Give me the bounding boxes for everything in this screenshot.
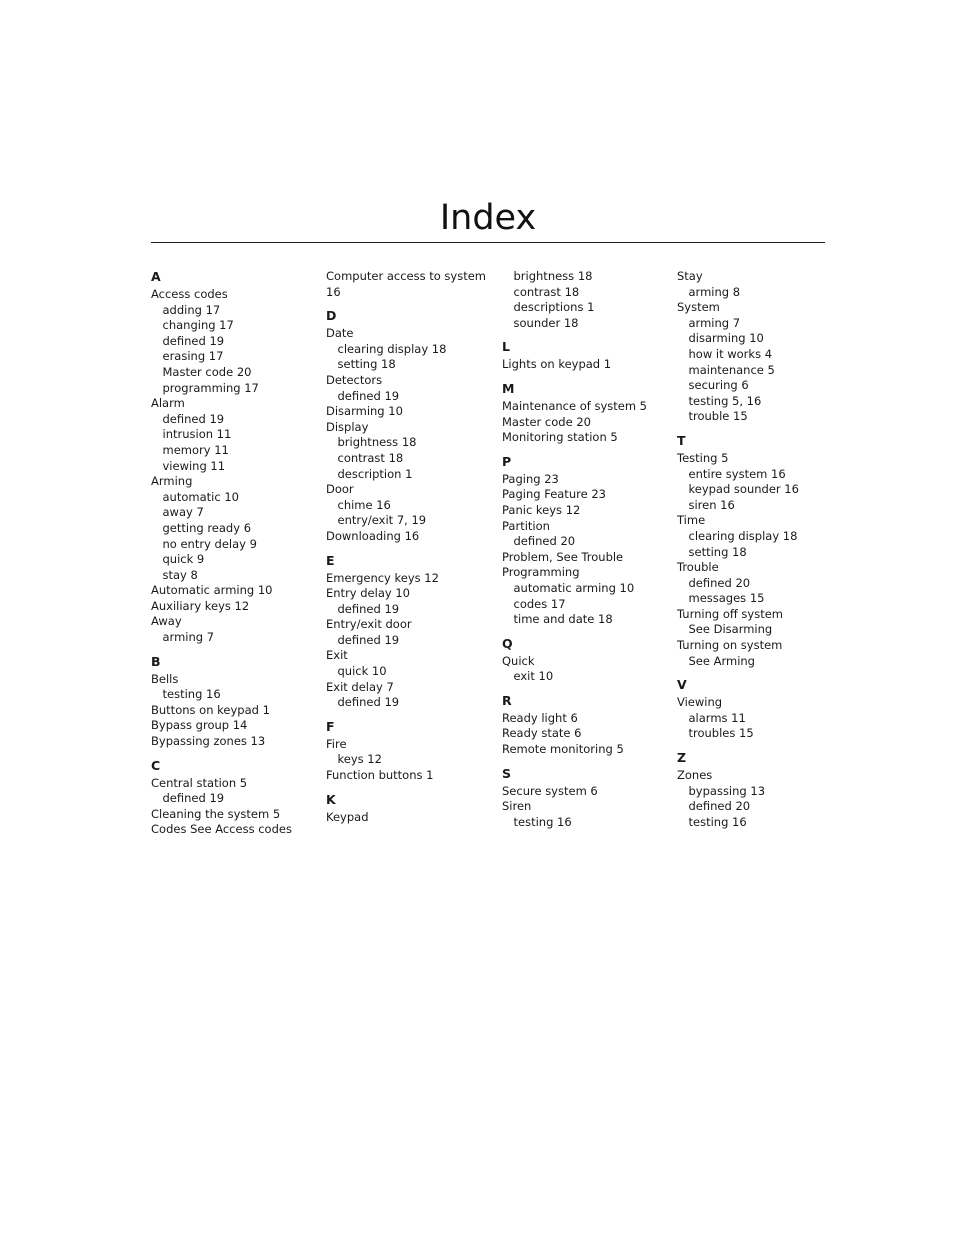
index-entry: Lights on keypad 1 xyxy=(502,357,612,372)
index-group xyxy=(326,719,491,784)
index-entry: Entry delay 10 xyxy=(326,586,410,601)
index-entry: Paging 23 xyxy=(502,471,559,486)
index-subentry: clearing display 18 xyxy=(337,341,447,356)
index-entry: Display xyxy=(326,419,369,434)
index-subentry: descriptions 1 xyxy=(513,300,595,315)
page-title: Index xyxy=(439,198,537,238)
index-group xyxy=(677,750,847,830)
index-entry: Ready state 6 xyxy=(502,726,582,741)
index-subentry: arming 8 xyxy=(688,284,741,299)
index-entry: Central station 5 xyxy=(151,775,248,790)
index-subentry: arming 7 xyxy=(162,630,215,645)
index-entry: Testing 5 xyxy=(677,450,729,465)
index-subentry: chime 16 xyxy=(337,497,391,512)
index-subentry: sounder 18 xyxy=(513,315,579,330)
index-subentry: troubles 15 xyxy=(688,726,754,741)
index-subentry: automatic arming 10 xyxy=(513,580,635,595)
index-subentry: bypassing 13 xyxy=(688,783,766,798)
index-subentry: setting 18 xyxy=(688,544,747,559)
index-subentry: time and date 18 xyxy=(513,612,613,627)
index-column-4 xyxy=(677,269,847,838)
index-subentry: defined 19 xyxy=(162,791,225,806)
index-subentry: quick 10 xyxy=(337,664,387,679)
index-subentry: viewing 11 xyxy=(162,458,226,473)
index-subentry: clearing display 18 xyxy=(688,528,798,543)
index-subentry: contrast 18 xyxy=(513,284,580,299)
index-group xyxy=(502,381,672,446)
index-subentry: defined 19 xyxy=(162,411,225,426)
index-letter-heading: S xyxy=(502,765,512,781)
index-entry: Auxiliary keys 12 xyxy=(151,598,250,613)
index-subentry: brightness 18 xyxy=(337,435,417,450)
index-subentry: disarming 10 xyxy=(688,331,764,346)
index-entry: Buttons on keypad 1 xyxy=(151,702,270,717)
index-group xyxy=(326,553,491,711)
index-entry: Quick xyxy=(502,653,535,668)
index-entry: Away xyxy=(151,614,182,629)
index-entry: Date xyxy=(326,326,354,341)
index-entry: Panic keys 12 xyxy=(502,502,581,517)
index-subentry: defined 19 xyxy=(337,695,400,710)
index-subentry: automatic 10 xyxy=(162,489,239,504)
index-subentry: keys 12 xyxy=(337,752,382,767)
title-rule xyxy=(151,242,825,243)
index-subentry: quick 9 xyxy=(162,552,205,567)
index-letter-heading: Z xyxy=(677,750,687,766)
index-group xyxy=(502,269,672,331)
index-letter-heading: V xyxy=(677,677,687,693)
index-entry: Maintenance of system 5 xyxy=(502,398,648,413)
index-entry: Problem, See Trouble xyxy=(502,549,624,564)
index-entry: Access codes xyxy=(151,287,228,301)
index-subentry: Master code 20 xyxy=(162,364,252,379)
index-column-2 xyxy=(326,269,491,833)
index-letter-heading: A xyxy=(151,269,161,284)
index-subentry: stay 8 xyxy=(162,567,198,582)
index-entry: Trouble xyxy=(677,560,719,575)
index-entry: Zones xyxy=(677,768,713,783)
index-subentry: arming 7 xyxy=(688,315,741,330)
index-subentry: defined 20 xyxy=(688,575,751,590)
index-entry: Ready light 6 xyxy=(502,710,578,725)
index-subentry: securing 6 xyxy=(688,378,749,393)
index-subentry: memory 11 xyxy=(162,442,229,457)
index-subentry: getting ready 6 xyxy=(162,520,252,535)
index-entry: Keypad xyxy=(326,809,369,824)
index-subentry: keypad sounder 16 xyxy=(688,482,799,497)
index-subentry: testing 16 xyxy=(162,687,221,702)
index-entry: Bypassing zones 13 xyxy=(151,734,266,749)
index-subentry: defined 20 xyxy=(513,534,576,549)
index-subentry: messages 15 xyxy=(688,591,765,606)
index-entry: Automatic arming 10 xyxy=(151,583,273,598)
index-group xyxy=(326,269,491,300)
index-letter-heading: K xyxy=(326,791,336,807)
index-entry: Fire xyxy=(326,736,347,751)
index-subentry: no entry delay 9 xyxy=(162,536,257,551)
index-entry: Turning on system xyxy=(677,638,783,653)
index-letter-heading: P xyxy=(502,453,512,469)
index-subentry: erasing 17 xyxy=(162,349,224,364)
index-subentry: description 1 xyxy=(337,466,413,481)
index-entry: Remote monitoring 5 xyxy=(502,742,624,757)
index-group xyxy=(502,766,672,831)
index-letter-heading: T xyxy=(677,432,686,448)
index-letter-heading: E xyxy=(326,552,335,568)
index-subentry: testing 16 xyxy=(688,814,747,829)
index-subentry: defined 19 xyxy=(337,601,400,616)
index-group xyxy=(502,454,672,628)
index-group xyxy=(677,433,847,669)
index-subentry: defined 19 xyxy=(337,632,400,647)
index-entry: Turning off system xyxy=(677,606,784,621)
index-entry: Alarm xyxy=(151,396,185,411)
index-subentry: See Disarming xyxy=(688,622,773,637)
index-letter-heading: C xyxy=(151,757,161,773)
index-subentry: maintenance 5 xyxy=(688,362,775,377)
index-subentry: defined 19 xyxy=(337,388,400,403)
index-subentry: testing 5, 16 xyxy=(688,393,762,408)
index-group xyxy=(502,693,672,758)
index-subentry: entry/exit 7, 19 xyxy=(337,513,427,528)
index-entry: Computer access to system 16 xyxy=(326,269,487,299)
index-entry: Disarming 10 xyxy=(326,404,403,419)
index-group xyxy=(326,308,491,544)
index-subentry: contrast 18 xyxy=(337,450,404,465)
index-entry: Stay xyxy=(677,269,703,283)
index-subentry: programming 17 xyxy=(162,380,259,395)
index-letter-heading: L xyxy=(502,339,510,355)
index-subentry: codes 17 xyxy=(513,596,566,611)
index-group xyxy=(151,269,321,646)
index-entry: Programming xyxy=(502,565,580,580)
index-subentry: entire system 16 xyxy=(688,466,786,481)
index-entry: Siren xyxy=(502,799,532,814)
index-entry: Time xyxy=(677,513,706,528)
index-subentry: trouble 15 xyxy=(688,409,748,424)
index-group xyxy=(502,636,672,685)
index-entry: Bypass group 14 xyxy=(151,718,248,733)
index-subentry: intrusion 11 xyxy=(162,427,232,442)
index-letter-heading: R xyxy=(502,692,512,708)
index-entry: Arming xyxy=(151,474,193,489)
index-entry: Function buttons 1 xyxy=(326,768,434,783)
index-subentry: adding 17 xyxy=(162,302,221,317)
index-subentry: away 7 xyxy=(162,505,204,520)
index-entry: Bells xyxy=(151,671,179,686)
index-entry: Codes See Access codes xyxy=(151,822,292,837)
index-letter-heading: D xyxy=(326,308,337,324)
index-column-1 xyxy=(151,269,321,846)
index-subentry: defined 19 xyxy=(162,333,225,348)
index-entry: Door xyxy=(326,482,354,497)
index-subentry: setting 18 xyxy=(337,357,396,372)
index-subentry: changing 17 xyxy=(162,318,234,333)
index-entry: Master code 20 xyxy=(502,414,591,429)
index-letter-heading: F xyxy=(326,718,335,734)
index-entry: Detectors xyxy=(326,372,383,387)
index-group xyxy=(502,339,672,373)
index-entry: Entry/exit door xyxy=(326,617,412,632)
index-subentry: See Arming xyxy=(688,653,755,668)
index-entry: System xyxy=(677,300,720,315)
index-entry: Exit xyxy=(326,648,348,663)
index-group xyxy=(677,269,847,425)
index-letter-heading: M xyxy=(502,380,515,396)
index-group xyxy=(677,677,847,742)
index-entry: Paging Feature 23 xyxy=(502,487,606,502)
index-subentry: exit 10 xyxy=(513,669,554,684)
index-entry: Downloading 16 xyxy=(326,528,420,543)
index-letter-heading: Q xyxy=(502,635,513,651)
index-letter-heading: B xyxy=(151,653,161,669)
index-entry: Viewing xyxy=(677,695,723,710)
index-entry: Secure system 6 xyxy=(502,783,598,798)
index-group xyxy=(151,758,321,838)
index-entry: Emergency keys 12 xyxy=(326,570,439,585)
index-subentry: siren 16 xyxy=(688,497,735,512)
index-subentry: how it works 4 xyxy=(688,346,773,361)
index-subentry: brightness 18 xyxy=(513,269,593,283)
index-group xyxy=(326,792,491,826)
index-group xyxy=(151,654,321,750)
index-subentry: alarms 11 xyxy=(688,710,746,725)
index-entry: Partition xyxy=(502,518,550,533)
index-column-3 xyxy=(502,269,672,838)
index-entry: Monitoring station 5 xyxy=(502,430,618,445)
index-entry: Exit delay 7 xyxy=(326,679,394,694)
index-subentry: defined 20 xyxy=(688,799,751,814)
index-entry: Cleaning the system 5 xyxy=(151,806,281,821)
index-subentry: testing 16 xyxy=(513,814,572,829)
